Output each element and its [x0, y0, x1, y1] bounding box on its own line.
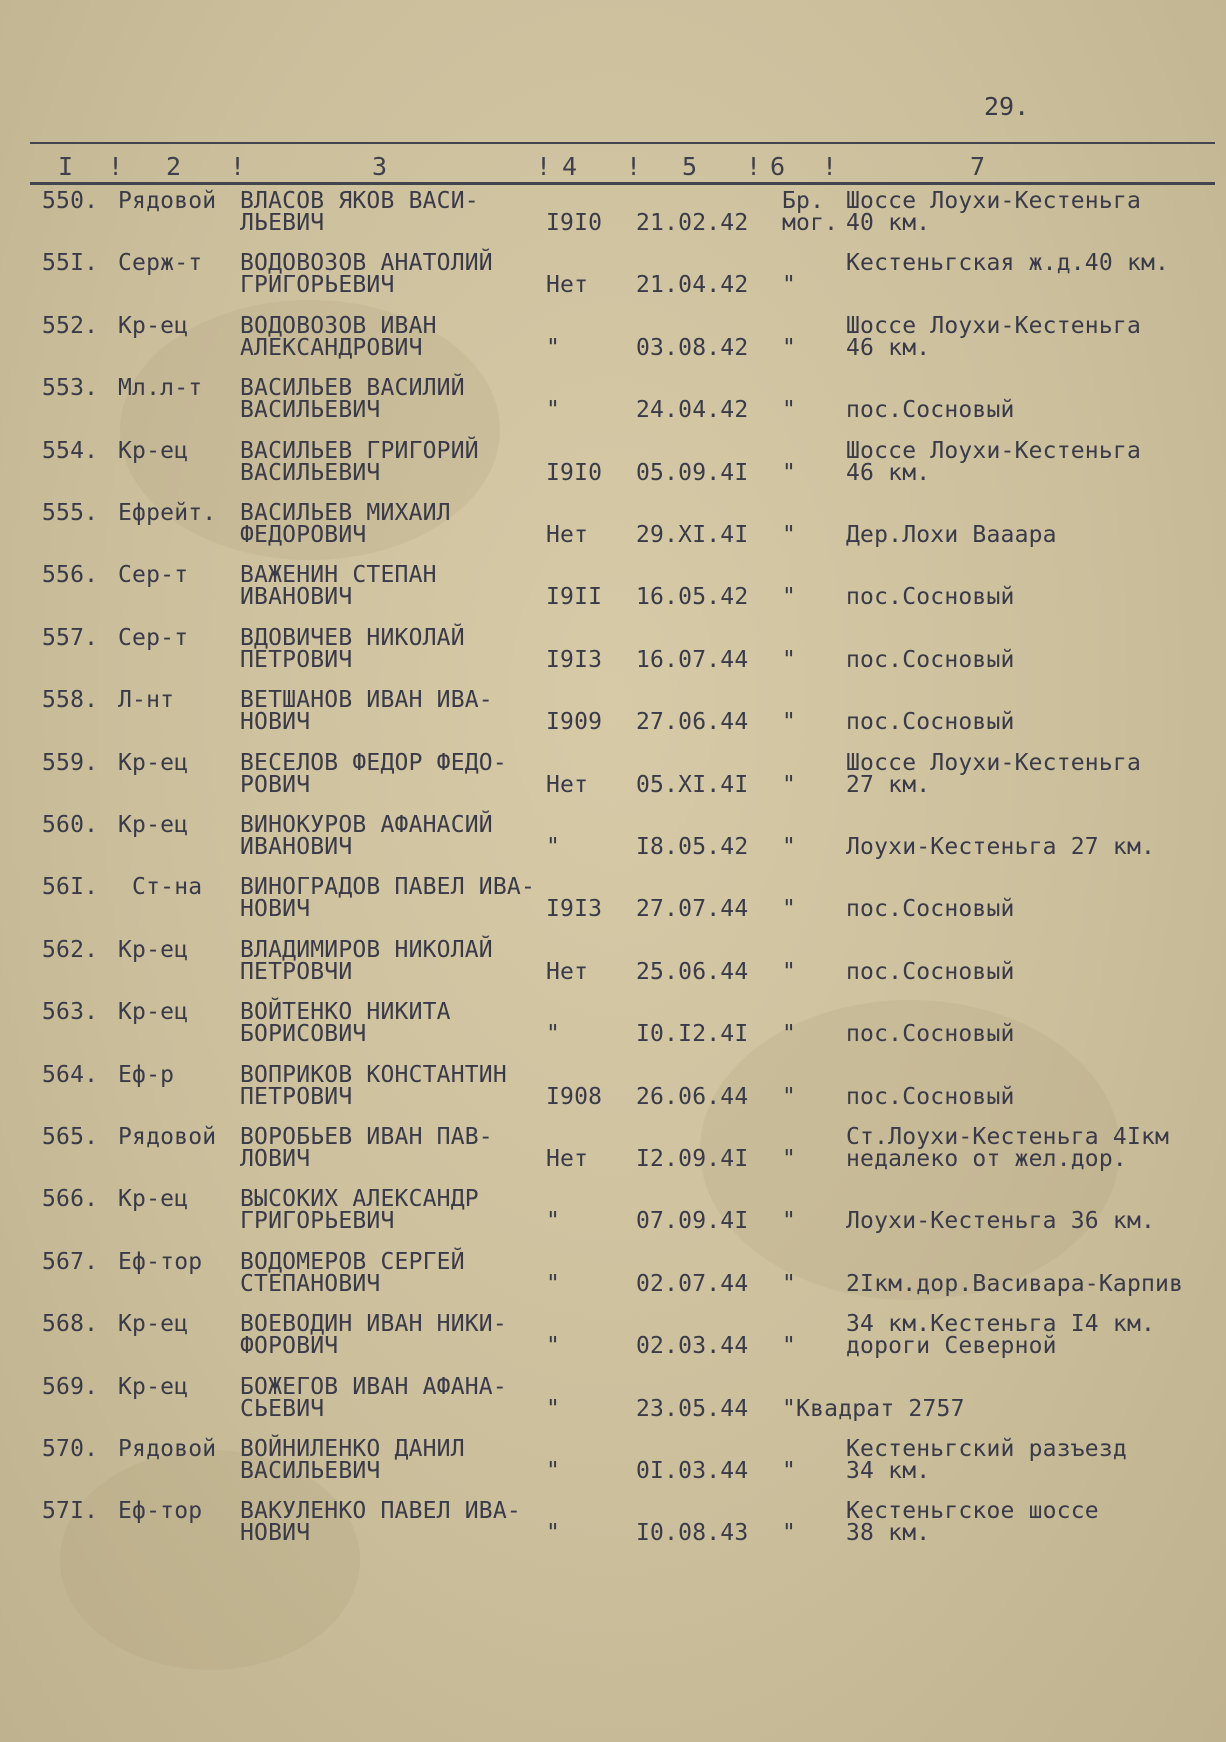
birth-year: Нет: [546, 1146, 589, 1172]
table-row: [0, 623, 1226, 685]
birth-year: ": [546, 1208, 561, 1235]
name-line-2: ПЕТРОВЧИ: [240, 958, 353, 985]
burial-place-line-2: пос.Сосновый: [846, 584, 1015, 611]
rank: Кр-ец: [118, 1373, 189, 1400]
death-date: 02.07.44: [636, 1270, 749, 1297]
name-line-2: ВАСИЛЬЕВИЧ: [240, 459, 381, 486]
name-line-2: НОВИЧ: [240, 709, 311, 736]
rank: Рядовой: [118, 1436, 217, 1462]
header-col-6: 6: [770, 152, 786, 181]
row-number: 556.: [42, 562, 99, 589]
row-number: 567.: [42, 1248, 99, 1275]
name-line-1: ВАСИЛЬЕВ ГРИГОРИЙ: [240, 437, 479, 464]
rank: Мл.л-т: [118, 375, 203, 402]
rank: Серж-т: [118, 250, 203, 277]
name-line-1: ВОДОВОЗОВ ИВАН: [240, 312, 437, 339]
row-number: 558.: [42, 687, 99, 714]
burial-type: ": [782, 834, 797, 860]
birth-year: I908: [546, 1083, 603, 1110]
header-sep: !: [626, 152, 642, 181]
rank: Еф-тор: [118, 1498, 203, 1525]
rank: Кр-ец: [118, 936, 189, 963]
name-line-2: ВАСИЛЬЕВИЧ: [240, 1458, 381, 1484]
death-date: 25.06.44: [636, 958, 749, 985]
name-line-2: АЛЕКСАНДРОВИЧ: [240, 334, 423, 361]
name-line-2: НОВИЧ: [240, 896, 311, 923]
burial-place-line-2: Лоухи-Кестеньга 27 км.: [846, 834, 1156, 860]
header-col-2: 2: [166, 152, 182, 181]
table-row: [0, 436, 1226, 498]
birth-year: Нет: [546, 272, 589, 299]
death-date: 23.05.44: [636, 1395, 749, 1422]
burial-type: ": [782, 896, 797, 923]
name-line-1: ВОЙНИЛЕНКО ДАНИЛ: [240, 1436, 465, 1462]
burial-place-line-1: Шоссе Лоухи-Кестеньга: [846, 188, 1141, 214]
header-sep: !: [108, 152, 124, 181]
rank: Ефрейт.: [118, 500, 217, 526]
name-line-2: РОВИЧ: [240, 771, 311, 798]
burial-place-line-2: пос.Сосновый: [846, 709, 1015, 736]
birth-year: I9I0: [546, 210, 603, 236]
burial-type: ": [782, 1083, 797, 1110]
death-date: 16.05.42: [636, 584, 749, 611]
table-row: [0, 872, 1226, 934]
birth-year: I9I3: [546, 646, 603, 673]
row-number: 55I.: [42, 250, 99, 277]
row-number: 552.: [42, 312, 99, 339]
name-line-1: ВОРОБЬЕВ ИВАН ПАВ-: [240, 1124, 493, 1150]
table-row: [0, 1122, 1226, 1184]
header-bottom-rule: [30, 182, 1215, 185]
row-number: 566.: [42, 1186, 99, 1213]
page-number: 29.: [984, 92, 1030, 121]
burial-type: ": [782, 1146, 797, 1172]
death-date: 0I.03.44: [636, 1458, 749, 1484]
death-date: 21.04.42: [636, 272, 749, 299]
birth-year: ": [546, 397, 561, 424]
table-row: [0, 685, 1226, 747]
burial-place-line-2: пос.Сосновый: [846, 1083, 1015, 1110]
birth-year: I9I0: [546, 459, 603, 486]
name-line-2: ПЕТРОВИЧ: [240, 646, 353, 673]
death-date: I8.05.42: [636, 834, 749, 860]
table-row: [0, 248, 1226, 310]
name-line-1: БОЖЕГОВ ИВАН АФАНА-: [240, 1373, 507, 1400]
table-row: [0, 373, 1226, 435]
name-line-2: СЬЕВИЧ: [240, 1395, 325, 1422]
row-number: 559.: [42, 749, 99, 776]
rank: Сер-т: [118, 624, 189, 651]
header-col-5: 5: [682, 152, 698, 181]
birth-year: I9I3: [546, 896, 603, 923]
birth-year: Нет: [546, 771, 589, 798]
burial-type: ": [782, 1208, 797, 1235]
burial-type: ": [782, 771, 797, 798]
table-row: [0, 498, 1226, 560]
rank: Кр-ец: [118, 437, 189, 464]
birth-year: ": [546, 1333, 561, 1360]
burial-type: ": [782, 584, 797, 611]
name-line-1: ВАКУЛЕНКО ПАВЕЛ ИВА-: [240, 1498, 521, 1525]
rank: Еф-тор: [118, 1248, 203, 1275]
table-row: [0, 935, 1226, 997]
birth-year: ": [546, 1458, 561, 1484]
burial-place-line-1: Ст.Лоухи-Кестеньга 4Iкм: [846, 1124, 1170, 1150]
table-row: [0, 1496, 1226, 1558]
rank: Кр-ец: [118, 812, 189, 838]
death-date: 24.04.42: [636, 397, 749, 424]
burial-place-line-1: Кестеньгский разъезд: [846, 1436, 1127, 1462]
rank: Кр-ец: [118, 1186, 189, 1213]
rank: Рядовой: [118, 188, 217, 214]
death-date: 07.09.4I: [636, 1208, 749, 1235]
table-row: [0, 311, 1226, 373]
death-date: 16.07.44: [636, 646, 749, 673]
burial-place-line-2: 46 км.: [846, 334, 931, 361]
name-line-1: ВАЖЕНИН СТЕПАН: [240, 562, 437, 589]
name-line-2: ГРИГОРЬЕВИЧ: [240, 272, 395, 299]
rank: Л-нт: [118, 687, 175, 714]
burial-place-line-1: Шоссе Лоухи-Кестеньга: [846, 749, 1141, 776]
table-row: [0, 1184, 1226, 1246]
name-line-2: ФОРОВИЧ: [240, 1333, 339, 1360]
burial-type: ": [782, 646, 797, 673]
row-number: 562.: [42, 936, 99, 963]
death-date: I0.08.43: [636, 1520, 749, 1547]
birth-year: I9II: [546, 584, 603, 611]
burial-place-line-2: Лоухи-Кестеньга 36 км.: [846, 1208, 1156, 1235]
burial-type: "Квадрат 2757: [782, 1395, 965, 1422]
burial-place-line-2: пос.Сосновый: [846, 1021, 1015, 1048]
name-line-1: ВОЕВОДИН ИВАН НИКИ-: [240, 1311, 507, 1338]
birth-year: ": [546, 834, 561, 860]
burial-type: мог.: [782, 210, 839, 236]
rank: Рядовой: [118, 1124, 217, 1150]
burial-type: ": [782, 958, 797, 985]
row-number: 557.: [42, 624, 99, 651]
burial-place-line-2: дороги Северной: [846, 1333, 1057, 1360]
burial-place-line-2: Дер.Лохи Вааара: [846, 522, 1057, 548]
name-line-1: ВОДОВОЗОВ АНАТОЛИЙ: [240, 250, 493, 277]
burial-place-line-1: Кестеньгское шоссе: [846, 1498, 1099, 1525]
birth-year: ": [546, 1395, 561, 1422]
row-number: 555.: [42, 500, 99, 526]
table-row: [0, 1247, 1226, 1309]
rank: Кр-ец: [118, 749, 189, 776]
burial-type: ": [782, 709, 797, 736]
name-line-1: ВЕТШАНОВ ИВАН ИВА-: [240, 687, 493, 714]
name-line-1: ВЛАСОВ ЯКОВ ВАСИ-: [240, 188, 479, 214]
name-line-2: БОРИСОВИЧ: [240, 1021, 367, 1048]
name-line-2: НОВИЧ: [240, 1520, 311, 1547]
row-number: 563.: [42, 999, 99, 1026]
burial-place-line-2: 38 км.: [846, 1520, 931, 1547]
birth-year: ": [546, 1520, 561, 1547]
table-row: [0, 1309, 1226, 1371]
row-number: 560.: [42, 812, 99, 838]
name-line-2: ИВАНОВИЧ: [240, 584, 353, 611]
death-date: 03.08.42: [636, 334, 749, 361]
table-row: [0, 1060, 1226, 1122]
birth-year: Нет: [546, 522, 589, 548]
death-date: I0.I2.4I: [636, 1021, 749, 1048]
name-line-1: ВОДОМЕРОВ СЕРГЕЙ: [240, 1248, 465, 1275]
birth-year: ": [546, 1270, 561, 1297]
row-number: 57I.: [42, 1498, 99, 1525]
name-line-2: ПЕТРОВИЧ: [240, 1083, 353, 1110]
birth-year: ": [546, 1021, 561, 1048]
name-line-2: ФЕДОРОВИЧ: [240, 522, 367, 548]
birth-year: ": [546, 334, 561, 361]
burial-place-line-2: пос.Сосновый: [846, 646, 1015, 673]
burial-place-line-2: 40 км.: [846, 210, 931, 236]
death-date: 05.XI.4I: [636, 771, 749, 798]
burial-type: ": [782, 1333, 797, 1360]
header-col-3: 3: [372, 152, 388, 181]
burial-place-line-2: 46 км.: [846, 459, 931, 486]
name-line-1: ВИНОГРАДОВ ПАВЕЛ ИВА-: [240, 874, 535, 901]
name-line-1: ВАСИЛЬЕВ МИХАИЛ: [240, 500, 451, 526]
burial-place-line-2: 34 км.: [846, 1458, 931, 1484]
name-line-2: ГРИГОРЬЕВИЧ: [240, 1208, 395, 1235]
row-number: 565.: [42, 1124, 99, 1150]
burial-place-line-2: пос.Сосновый: [846, 896, 1015, 923]
rank: Еф-р: [118, 1061, 175, 1088]
row-number: 550.: [42, 188, 99, 214]
death-date: 26.06.44: [636, 1083, 749, 1110]
death-date: I2.09.4I: [636, 1146, 749, 1172]
burial-place-line-1: Шоссе Лоухи-Кестеньга: [846, 312, 1141, 339]
name-line-1: ВЛАДИМИРОВ НИКОЛАЙ: [240, 936, 493, 963]
table-row: [0, 1372, 1226, 1434]
burial-type: ": [782, 1520, 797, 1547]
name-line-1: ВИНОКУРОВ АФАНАСИЙ: [240, 812, 493, 838]
name-line-1: ВДОВИЧЕВ НИКОЛАЙ: [240, 624, 465, 651]
birth-year: I909: [546, 709, 603, 736]
rank: Сер-т: [118, 562, 189, 589]
rank: Кр-ец: [118, 312, 189, 339]
name-line-1: ВОПРИКОВ КОНСТАНТИН: [240, 1061, 507, 1088]
burial-place-line-2: 27 км.: [846, 771, 931, 798]
header-sep: !: [822, 152, 838, 181]
burial-place-line-2: пос.Сосновый: [846, 958, 1015, 985]
table-row: [0, 560, 1226, 622]
header-col-1: I: [58, 152, 74, 181]
burial-place-line-2: недалеко от жел.дор.: [846, 1146, 1127, 1172]
rank: Ст-на: [118, 874, 203, 901]
death-date: 02.03.44: [636, 1333, 749, 1360]
rank: Кр-ец: [118, 1311, 189, 1338]
burial-place-line-1: Шоссе Лоухи-Кестеньга: [846, 437, 1141, 464]
burial-place-line-2: пос.Сосновый: [846, 397, 1015, 424]
name-line-2: СТЕПАНОВИЧ: [240, 1270, 381, 1297]
burial-type-line-1: Бр.: [782, 188, 825, 214]
death-date: 29.XI.4I: [636, 522, 749, 548]
row-number: 564.: [42, 1061, 99, 1088]
row-number: 554.: [42, 437, 99, 464]
table-row: [0, 748, 1226, 810]
burial-type: ": [782, 522, 797, 548]
birth-year: Нет: [546, 958, 589, 985]
name-line-1: ВАСИЛЬЕВ ВАСИЛИЙ: [240, 375, 465, 402]
burial-type: ": [782, 1270, 797, 1297]
name-line-2: ЛОВИЧ: [240, 1146, 311, 1172]
row-number: 568.: [42, 1311, 99, 1338]
row-number: 56I.: [42, 874, 99, 901]
table-row: [0, 997, 1226, 1059]
burial-type: ": [782, 397, 797, 424]
row-number: 553.: [42, 375, 99, 402]
death-date: 27.06.44: [636, 709, 749, 736]
table-row: [0, 1434, 1226, 1496]
death-date: 21.02.42: [636, 210, 749, 236]
death-date: 27.07.44: [636, 896, 749, 923]
name-line-1: ВЕСЕЛОВ ФЕДОР ФЕДО-: [240, 749, 507, 776]
name-line-2: ВАСИЛЬЕВИЧ: [240, 397, 381, 424]
burial-type: ": [782, 1458, 797, 1484]
row-number: 569.: [42, 1373, 99, 1400]
table-row: [0, 186, 1226, 248]
name-line-1: ВОЙТЕНКО НИКИТА: [240, 999, 451, 1026]
header-sep: !: [746, 152, 762, 181]
burial-place-line-1: Кестеньгская ж.д.40 км.: [846, 250, 1170, 277]
burial-type: ": [782, 334, 797, 361]
burial-type: ": [782, 459, 797, 486]
header-col-4: 4: [562, 152, 578, 181]
burial-place-line-1: 34 км.Кестеньга I4 км.: [846, 1311, 1156, 1338]
name-line-1: ВЫСОКИХ АЛЕКСАНДР: [240, 1186, 479, 1213]
row-number: 570.: [42, 1436, 99, 1462]
header-top-rule: [30, 142, 1215, 144]
header-sep: !: [536, 152, 552, 181]
header-col-7: 7: [970, 152, 986, 181]
header-sep: !: [230, 152, 246, 181]
burial-type: ": [782, 272, 797, 299]
rank: Кр-ец: [118, 999, 189, 1026]
name-line-2: ИВАНОВИЧ: [240, 834, 353, 860]
table-row: [0, 810, 1226, 872]
burial-place-line-2: 2Iкм.дор.Васивара-Карпив: [846, 1270, 1184, 1297]
name-line-2: ЛЬЕВИЧ: [240, 210, 325, 236]
death-date: 05.09.4I: [636, 459, 749, 486]
burial-type: ": [782, 1021, 797, 1048]
